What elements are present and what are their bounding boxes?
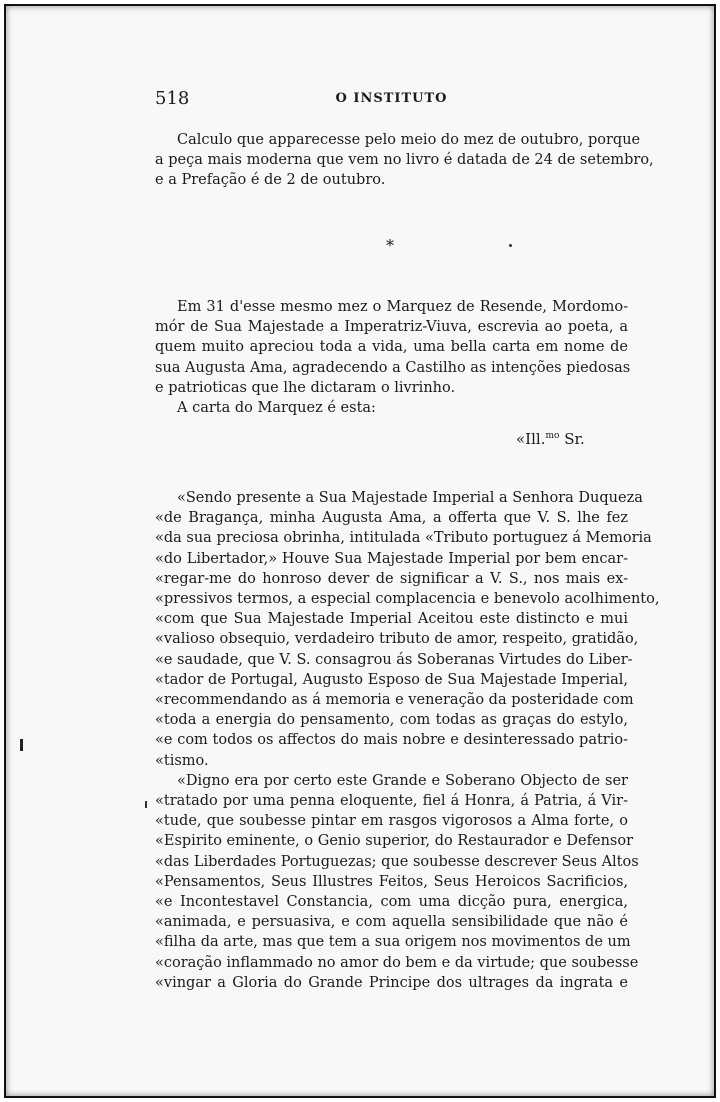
letter-line: «com que Sua Majestade Imperial Aceitou este distincto e mui — [155, 611, 628, 628]
letter-line: «Digno era por certo este Grande e Soberano Objecto de ser — [177, 772, 628, 789]
letter-line: «e Incontestavel Constancia, com uma dicção pura, energica, — [155, 894, 628, 911]
book-page — [4, 4, 716, 1098]
letter-line: «Pensamentos, Seus Illustres Feitos, Seus Heroicos Sacrificios, — [155, 873, 628, 890]
letter-line: «do Libertador,» Houve Sua Majestade Imperial por bem encar- — [155, 550, 628, 567]
page-number: 518 — [155, 88, 190, 109]
letter-line: «animada, e persuasiva, e com aquella sensibilidade que não é — [155, 914, 628, 931]
salutation-superscript: mo — [545, 431, 560, 441]
ink-speck — [509, 244, 512, 247]
letter-body — [155, 488, 660, 993]
salutation-prefix: «Ill. — [516, 430, 546, 448]
letter-line: «vingar a Gloria do Grande Principe dos ultrages da ingrata e — [155, 974, 628, 991]
paragraph-2 — [155, 297, 631, 418]
letter-line: «Espirito eminente, o Genio superior, do Restaurador e Defensor — [155, 833, 634, 850]
text-line: a peça mais moderna que vem no livro é datada de 24 de setembro, — [155, 152, 654, 169]
text-line: mór de Sua Majestade a Imperatriz-Viuva, escrevia ao poeta, a — [155, 319, 628, 336]
section-separator — [4, 236, 716, 256]
letter-line: «regar-me do honroso dever de significar a V. S., nos mais ex- — [155, 570, 628, 587]
letter-line: «toda a energia do pensamento, com todas as graças do estylo, — [155, 712, 628, 729]
letter-line: «e com todos os affectos do mais nobre e desinteressado patrio- — [155, 732, 628, 749]
margin-mark — [145, 801, 147, 808]
letter-line: «tratado por uma penna eloquente, fiel á Honra, á Patria, á Vir- — [155, 793, 628, 810]
letter-line: «tude, que soubesse pintar em rasgos vigorosos a Alma forte, o — [155, 813, 628, 830]
letter-line: «tador de Portugal, Augusto Esposo de Sua Majestade Imperial, — [155, 671, 628, 688]
text-line: e patrioticas que lhe dictaram o livrinho. — [155, 379, 456, 396]
letter-line: «coração inflammado no amor do bem e da virtude; que soubesse — [155, 954, 639, 971]
salutation-suffix: Sr. — [559, 430, 585, 448]
text-line: Calculo que apparecesse pelo meio do mez de outubro, porque — [177, 132, 641, 148]
paragraph-1 — [155, 130, 654, 191]
letter-line: «das Liberdades Portuguezas; que soubesse descrever Seus Altos — [155, 853, 639, 870]
text-line: quem muito apreciou toda a vida, uma bella carta em nome de — [155, 339, 628, 356]
letter-line: «valioso obsequio, verdadeiro tributo de amor, respeito, gratidão, — [155, 631, 639, 648]
text-line: e a Prefação é de 2 de outubro. — [155, 172, 386, 189]
letter-line: «recommendando as á memoria e veneração da posteridade com — [155, 692, 634, 709]
text-line: Em 31 d'esse mesmo mez o Marquez de Resende, Mordomo- — [177, 299, 628, 315]
margin-mark — [20, 739, 23, 751]
letter-line: «da sua preciosa obrinha, intitulada «Tributo portuguez á Memoria — [155, 530, 652, 547]
asterisk-ornament: * — [386, 236, 394, 255]
letter-line: «de Bragança, minha Augusta Ama, a offerta que V. S. lhe fez — [155, 510, 628, 527]
letter-line: «tismo. — [155, 752, 209, 769]
letter-salutation — [516, 430, 585, 448]
letter-line: «Sendo presente a Sua Majestade Imperial a Senhora Duqueza — [177, 490, 643, 506]
letter-line: «e saudade, que V. S. consagrou ás Soberanas Virtudes do Liber- — [155, 651, 633, 668]
letter-line: «pressivos termos, a especial complacencia e benevolo acolhimento, — [155, 591, 660, 608]
text-line: A carta do Marquez é esta: — [177, 400, 376, 417]
page-header — [155, 88, 628, 112]
text-line: sua Augusta Ama, agradecendo a Castilho as intenções piedosas — [155, 359, 631, 376]
running-title: O INSTITUTO — [335, 91, 448, 106]
letter-line: «filha da arte, mas que tem a sua origem nos movimentos de um — [155, 934, 631, 951]
